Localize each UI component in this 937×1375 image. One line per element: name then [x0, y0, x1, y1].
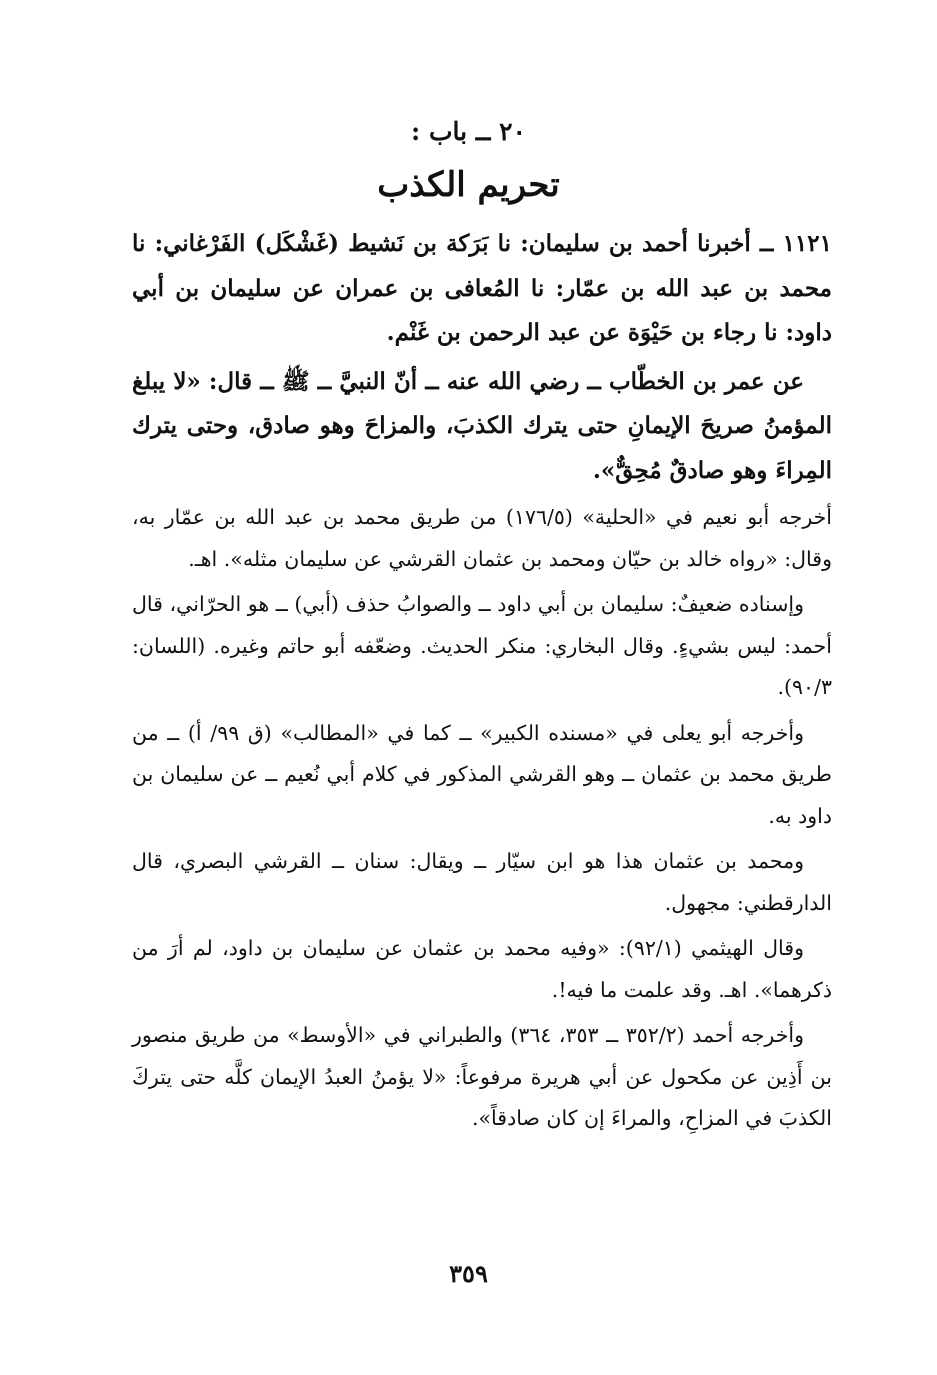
hadith-isnad: ١١٢١ ــ أخبرنا أحمد بن سليمان: نا بَرَكة بن نَشيط (غَشْكَل) الفَرْغاني: نا محمد بن عبد الله بن عمّار: نا المُعافى بن عمران عن سليمان بن أبي داود: نا رجاء بن حَيْوَة عن عبد الرحمن بن غَنْم. [132, 230, 832, 346]
commentary-paragraph: وقال الهيثمي (٩٢/١): «وفيه محمد بن عثمان عن سليمان بن داود، لم أرَ من ذكرهما». اهـ. وقد علمت ما فيه!. [132, 936, 832, 1002]
chapter-number: ٢٠ ــ باب : [411, 117, 526, 146]
page-number: ٣٥٩ [449, 1259, 488, 1288]
commentary-paragraph: وإسناده ضعيفٌ: سليمان بن أبي داود ــ والصوابُ حذف (أبي) ــ هو الحرّاني، قال أحمد: ليس بشيءٍ. وقال البخاري: منكر الحديث. وضعّفه أبو حاتم وغيره. (اللسان: ٩٠/٣). [132, 592, 832, 699]
hadith-matn: عن عمر بن الخطّاب ــ رضي الله عنه ــ أنّ النبيَّ ــ ﷺ ــ قال: «لا يبلغ المؤمنُ صريحَ الإيمانِ حتى يترك الكذبَ، والمزاحَ وهو صادق، وحتى يترك المِراءَ وهو صادقٌ مُحِقٌّ». [132, 367, 832, 484]
chapter-title: تحريم الكذب [377, 165, 560, 205]
commentary-paragraph: وأخرجه أحمد (٣٥٢/٢ ــ ٣٥٣، ٣٦٤) والطبراني في «الأوسط» من طريق منصور بن أَذِين عن مكحول عن أبي هريرة مرفوعاً: «لا يؤمنُ العبدُ الإيمان كلَّه حتى يتركَ الكذبَ في المزاحِ، والمراءَ إن كان صادقاً». [132, 1023, 832, 1130]
commentary-paragraph: ومحمد بن عثمان هذا هو ابن سيّار ــ ويقال: سنان ــ القرشي البصري، قال الدارقطني: مجهول. [132, 849, 832, 915]
page-body [132, 222, 832, 1144]
commentary-paragraph: أخرجه أبو نعيم في «الحلية» (١٧٦/٥) من طريق محمد بن عبد الله بن عمّار به، وقال: «رواه خالد بن حيّان ومحمد بن عثمان القرشي عن سليمان مثله». اهـ. [132, 505, 832, 571]
commentary-paragraph: وأخرجه أبو يعلى في «مسنده الكبير» ــ كما في «المطالب» (ق ٩٩/ أ) ــ من طريق محمد بن عثمان ــ وهو القرشي المذكور في كلام أبي نُعيم ــ عن سليمان بن داود به. [132, 720, 832, 828]
